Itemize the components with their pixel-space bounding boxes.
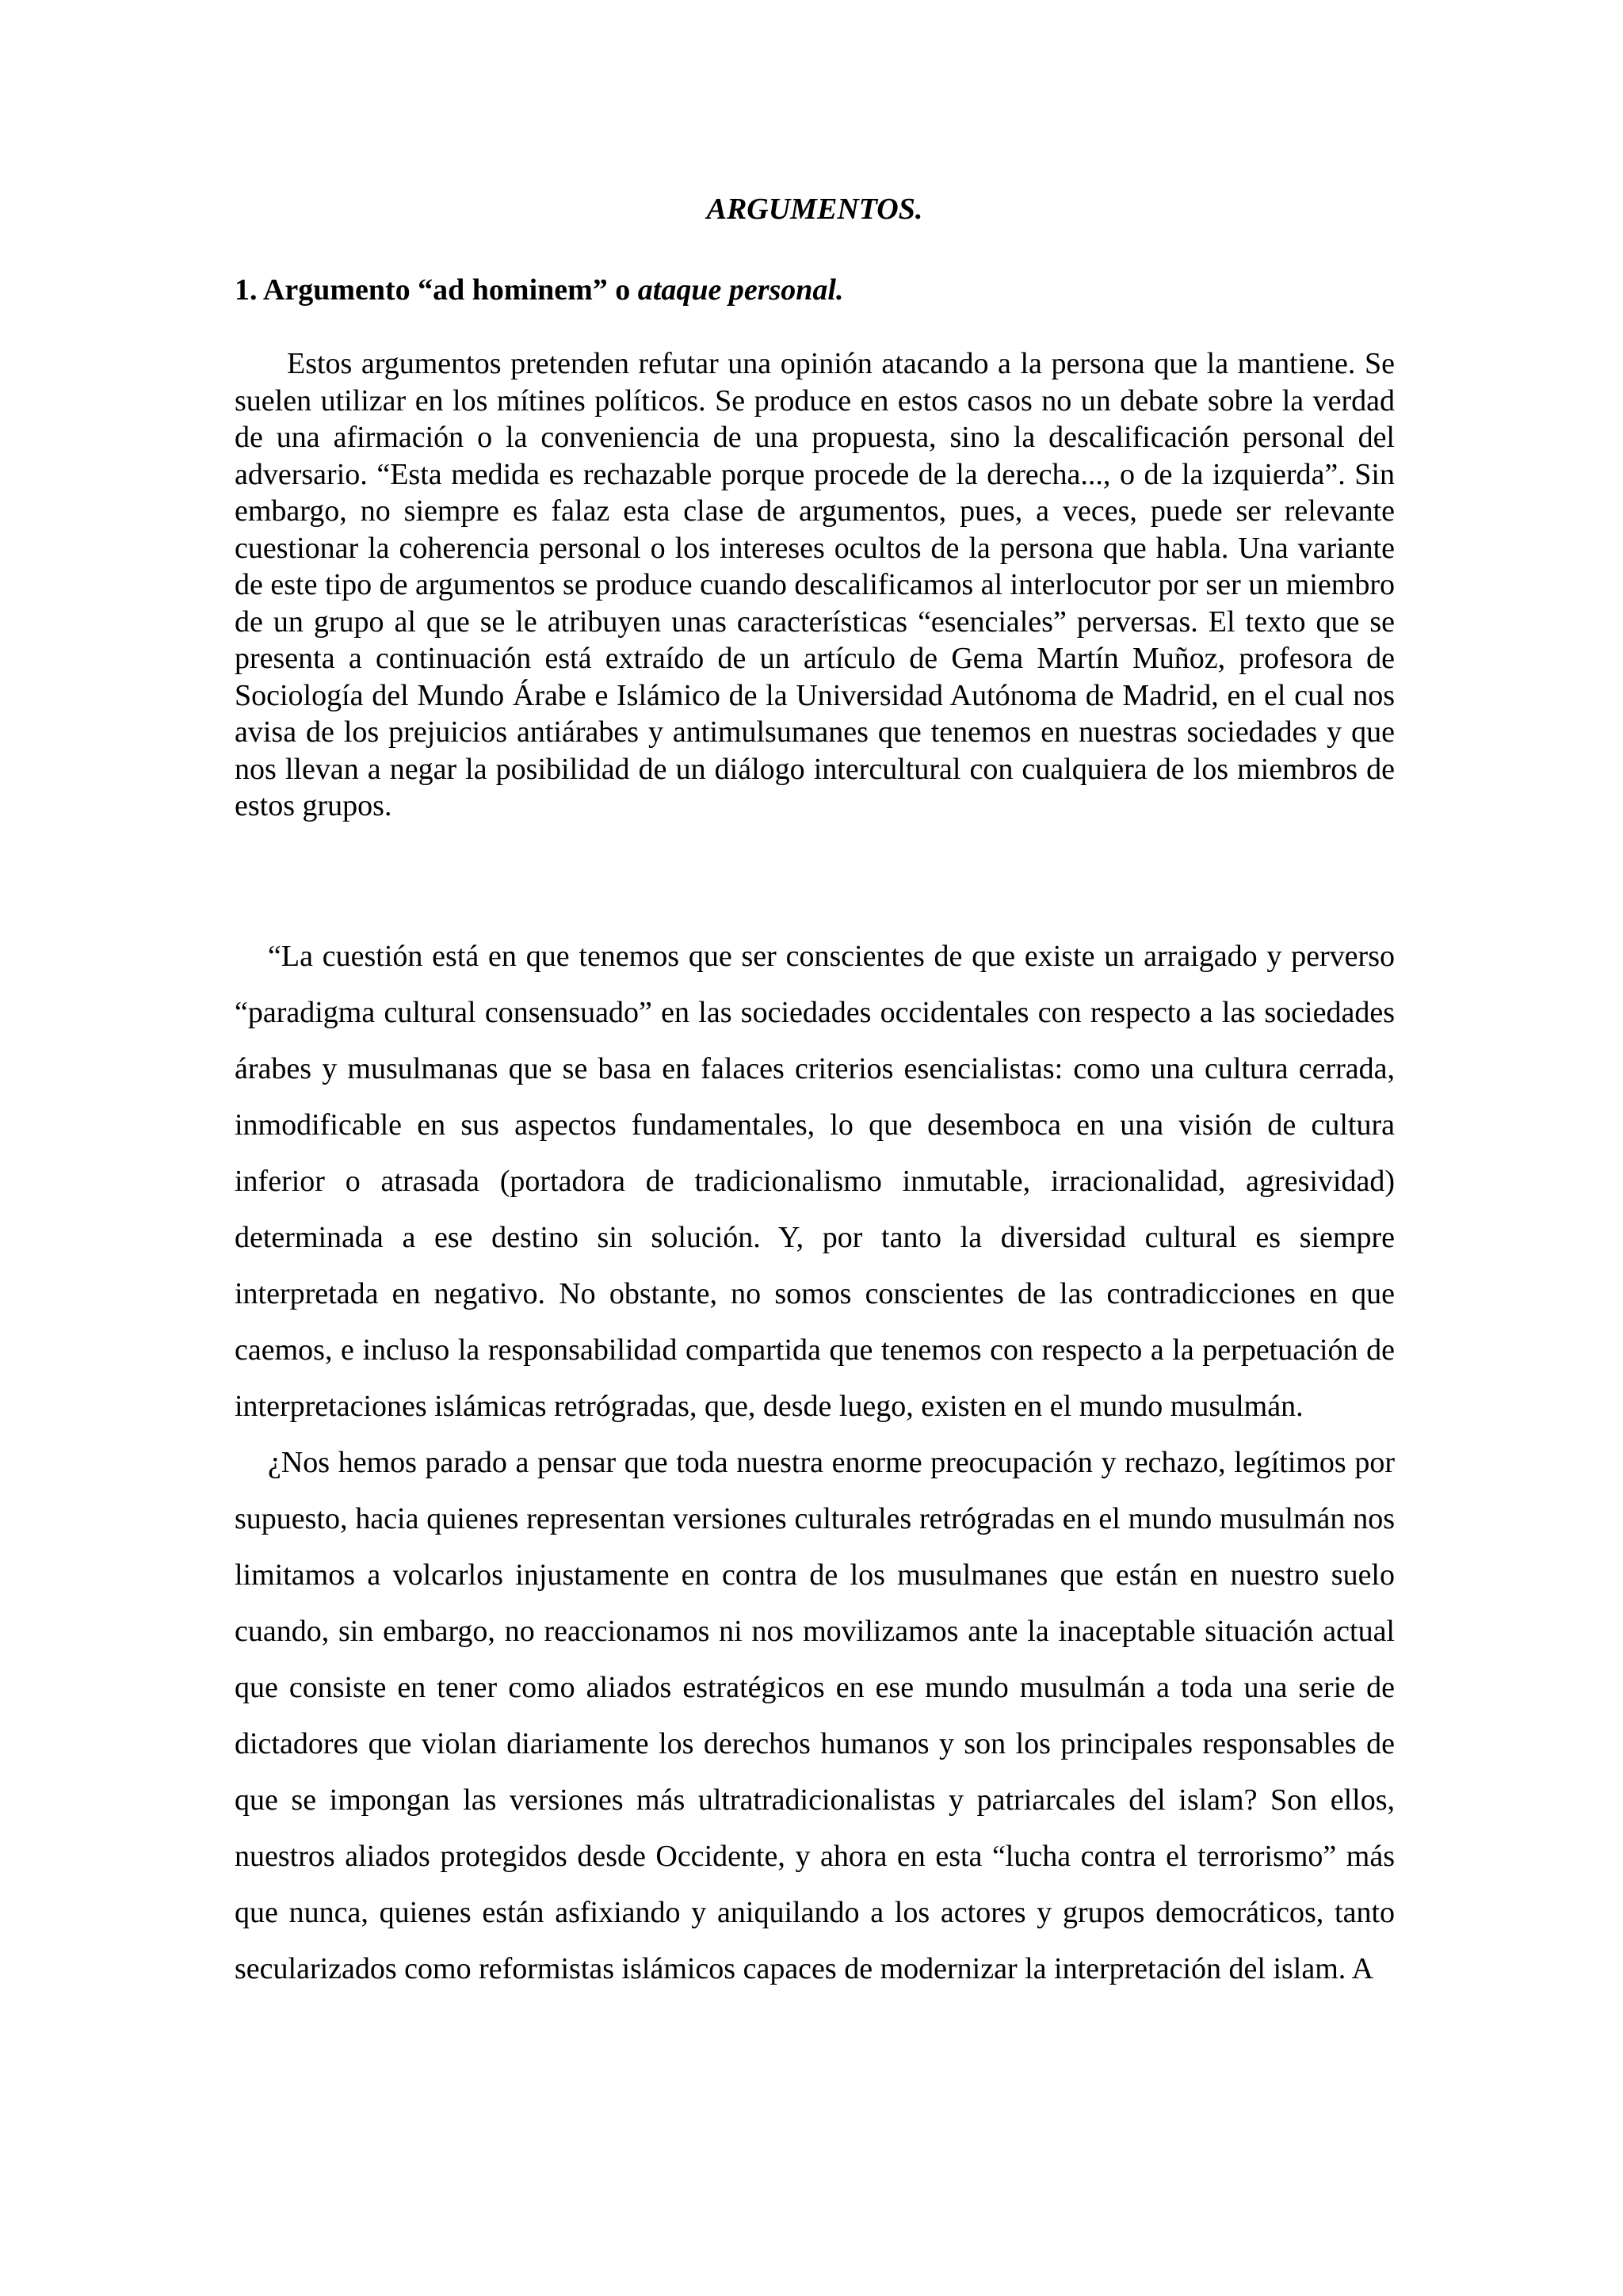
quote-paragraph-1: “La cuestión está en que tenemos que ser conscientes de que existe un arraigado y perverso “paradigma cultural consensuado” en las sociedades occidentales con respecto a las sociedades árabes y musulmanas que se basa en falaces criterios esencialistas: como una cultura cerrada, inmodificable en sus aspectos fundamentales, lo que desemboca en una visión de cultura inferior o atrasada (portadora de tradicionalismo inmutable, irracionalidad, agresividad) determinada a ese destino sin solución. Y, por tanto la diversidad cultural es siempre interpretada en negativo. No obstante, no somos conscientes de las contradicciones en que caemos, e incluso la responsabilidad compartida que tenemos con respecto a la perpetuación de interpretaciones islámicas retrógradas, que, desde luego, existen en el mundo musulmán. (235, 940, 1395, 1423)
document-title: ARGUMENTOS. (706, 193, 923, 226)
section-heading-italic: ataque personal. (637, 273, 844, 307)
quoted-text (235, 929, 1395, 1997)
section-heading-label: 1. Argumento “ad hominem” o (235, 273, 638, 307)
intro-paragraph: Estos argumentos pretenden refutar una opinión atacando a la persona que la mantiene. Se suelen utilizar en los mítines políticos. Se produce en estos casos no un debate sobre la verdad de una afirmación o la conveniencia de una propuesta, sino la descalificación personal del adversario. “Esta medida es rechazable porque procede de la derecha..., o de la izquierda”. Sin embargo, no siempre es falaz esta clase de argumentos, pues, a veces, puede ser relevante cuestionar la coherencia personal o los intereses ocultos de la persona que habla. Una variante de este tipo de argumentos se produce cuando descalificamos al interlocutor por ser un miembro de un grupo al que se le atribuyen unas características “esenciales” perversas. El texto que se presenta a continuación está extraído de un artículo de Gema Martín Muñoz, profesora de Sociología del Mundo Árabe e Islámico de la Universidad Autónoma de Madrid, en el cual nos avisa de los prejuicios antiárabes y antimulsumanes que tenemos en nuestras sociedades y que nos llevan a negar la posibilidad de un diálogo intercultural con cualquiera de los miembros de estos grupos. (235, 347, 1395, 822)
quote-paragraph-2: ¿Nos hemos parado a pensar que toda nuestra enorme preocupación y rechazo, legítimos por supuesto, hacia quienes representan versiones culturales retrógradas en el mundo musulmán nos limitamos a volcarlos injustamente en contra de los musulmanes que están en nuestro suelo cuando, sin embargo, no reaccionamos ni nos movilizamos ante la inaceptable situación actual que consiste en tener como aliados estratégicos en ese mundo musulmán a toda una serie de dictadores que violan diariamente los derechos humanos y son los principales responsables de que se impongan las versiones más ultratradicionalistas y patriarcales del islam? Son ellos, nuestros aliados protegidos desde Occidente, y ahora en esta “lucha contra el terrorismo” más que nunca, quienes están asfixiando y aniquilando a los actores y grupos democráticos, tanto secularizados como reformistas islámicos capaces de modernizar la interpretación del islam. A (235, 1446, 1395, 1985)
section-heading (235, 273, 1395, 307)
